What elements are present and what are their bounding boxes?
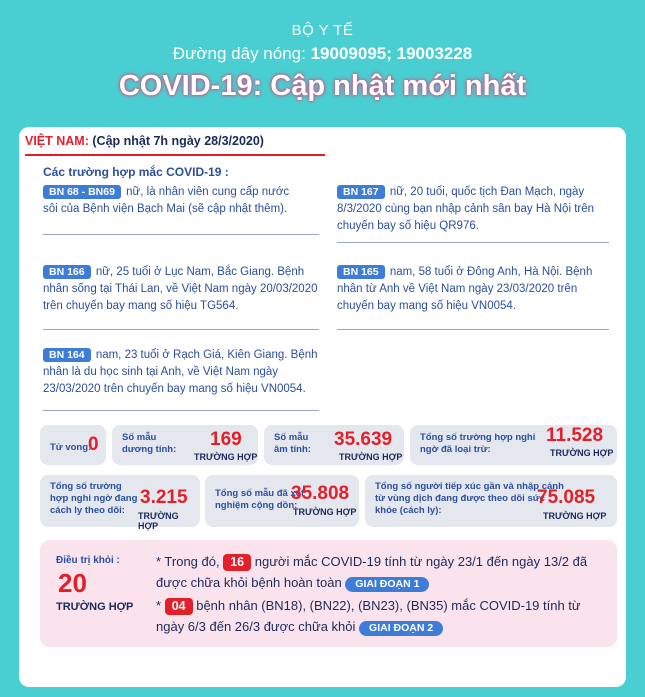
case-item bbox=[43, 347, 319, 398]
stat-value: 35.639 bbox=[334, 429, 393, 450]
stat-unit: TRƯỜNG HỢP bbox=[543, 511, 607, 521]
count-badge: 16 bbox=[223, 554, 251, 571]
stat-value: 0 bbox=[88, 434, 99, 455]
stat-label: nghiệm cộng dồn: bbox=[215, 500, 298, 511]
note-text: người mắc COVID-19 tính từ ngày 23/1 đến ngày 13/2 đã bbox=[254, 554, 588, 569]
hotline-numbers: 19009095; 19003228 bbox=[310, 44, 473, 63]
recovered-panel bbox=[40, 540, 617, 647]
stat-suspected-excluded bbox=[410, 425, 617, 465]
case-item bbox=[337, 184, 609, 235]
stat-label: từ vùng dịch đang được theo dõi sức bbox=[375, 493, 545, 504]
case-text: nữ, 25 tuổi ở Lục Nam, Bắc Giang. Bệnh nhân sống tại Thái Lan, về Việt Nam ngày 20/03/2020 trên chuyến bay mang số hiệu TG564. bbox=[43, 266, 318, 312]
stat-monitored bbox=[365, 475, 617, 527]
hotline-label: Đường dây nóng: bbox=[172, 44, 306, 63]
recovered-unit: TRƯỜNG HỢP bbox=[56, 601, 134, 613]
info-card bbox=[19, 127, 626, 687]
stat-label: ngờ đã loại trừ: bbox=[420, 444, 491, 455]
stat-unit: TRƯỜNG HỢP bbox=[550, 448, 614, 458]
divider bbox=[43, 234, 319, 235]
case-id-badge: BN 164 bbox=[43, 348, 91, 362]
stat-negative bbox=[264, 425, 404, 465]
case-id-badge: BN 68 - BN69 bbox=[43, 185, 121, 199]
country-label: VIỆT NAM: bbox=[25, 134, 89, 148]
divider bbox=[43, 329, 319, 330]
stat-label: dương tính: bbox=[122, 444, 177, 455]
case-text: nam, 58 tuổi ở Đông Anh, Hà Nội. Bệnh nhân từ Anh về Việt Nam ngày 23/03/2020 trên chuyến bay mang số hiệu VN0054. bbox=[337, 266, 593, 312]
page-title: COVID-19: Cập nhật mới nhất bbox=[118, 70, 527, 102]
case-text: nữ, 20 tuổi, quốc tịch Đan Mạch, ngày 8/3/2020 cùng bạn nhập cảnh sân bay Hà Nội trên chuyến bay số hiệu QR976. bbox=[337, 186, 595, 232]
case-item bbox=[43, 264, 319, 315]
recovered-note-3 bbox=[156, 596, 611, 616]
case-item bbox=[43, 184, 291, 218]
stat-value: 11.528 bbox=[546, 425, 604, 446]
update-label bbox=[25, 134, 264, 148]
case-text: nữ, là nhân viên cung cấp nước sôi của Bệnh viện Bạch Mai (sẽ cập nhật thêm). bbox=[43, 186, 290, 215]
stat-unit: TRƯỜNG HỢP bbox=[138, 511, 179, 531]
stat-unit: TRƯỜNG HỢP bbox=[339, 452, 403, 462]
case-id-badge: BN 166 bbox=[43, 265, 91, 279]
stat-tested bbox=[205, 475, 359, 527]
case-item bbox=[337, 264, 609, 315]
stat-label: Số mẫu bbox=[274, 432, 309, 443]
divider bbox=[43, 410, 319, 411]
count-badge: 04 bbox=[165, 598, 193, 615]
stat-isolated bbox=[40, 475, 200, 531]
note-text: được chữa khỏi bệnh hoàn toàn bbox=[156, 575, 342, 590]
recovered-note-2 bbox=[156, 573, 611, 593]
note-text: bệnh nhân (BN18), (BN22), (BN23), (BN35) mắc COVID-19 tính từ bbox=[196, 598, 581, 613]
note-prefix: * Trong đó, bbox=[156, 554, 220, 569]
recovered-note-4 bbox=[156, 617, 611, 637]
stat-label: Tổng số người tiếp xúc gần và nhập cảnh bbox=[375, 481, 564, 492]
stat-label: khỏe (cách ly): bbox=[375, 505, 442, 516]
divider bbox=[337, 329, 609, 330]
stat-unit: TRƯỜNG HỢP bbox=[293, 507, 357, 517]
note-text: ngày 6/3 đến 26/3 được chữa khỏi bbox=[156, 619, 356, 634]
phase-badge: GIAI ĐOẠN 2 bbox=[359, 621, 443, 636]
stat-label: Tử vong: bbox=[50, 442, 92, 453]
case-id-badge: BN 167 bbox=[337, 185, 385, 199]
stat-label: hợp nghi ngờ đang bbox=[50, 493, 138, 504]
stat-label: Tổng số mẫu đã xét bbox=[215, 488, 305, 499]
phase-badge: GIAI ĐOẠN 1 bbox=[345, 577, 429, 592]
stat-unit: TRƯỜNG HỢP bbox=[194, 452, 258, 462]
recovered-label: Điều trị khỏi : bbox=[56, 555, 120, 566]
stat-positive bbox=[112, 425, 258, 465]
case-text: nam, 23 tuổi ở Rạch Giá, Kiên Giang. Bệnh nhân là du học sinh tại Anh, về Việt Nam ngày 23/03/2020 trên chuyến bay mang số hiệu VN0054. bbox=[43, 349, 318, 395]
divider bbox=[337, 242, 609, 243]
stat-value: 3.215 bbox=[140, 487, 188, 508]
stat-label: Số mẫu bbox=[122, 432, 157, 443]
divider bbox=[25, 154, 325, 156]
recovered-note-1 bbox=[156, 552, 611, 572]
stat-label: cách ly theo dõi: bbox=[50, 505, 125, 516]
cases-heading: Các trường hợp mắc COVID-19 : bbox=[43, 165, 229, 179]
update-time: (Cập nhật 7h ngày 28/3/2020) bbox=[92, 134, 264, 148]
stat-deaths bbox=[40, 425, 106, 465]
stat-value: 169 bbox=[210, 429, 242, 450]
stat-label: âm tính: bbox=[274, 444, 311, 455]
note-prefix: * bbox=[156, 598, 162, 613]
case-id-badge: BN 165 bbox=[337, 265, 385, 279]
stat-value: 75.085 bbox=[537, 487, 596, 508]
stat-label: Tổng số trường hợp nghi bbox=[420, 432, 536, 443]
org-name: BỘ Y TẾ bbox=[291, 22, 354, 39]
recovered-value: 20 bbox=[58, 568, 87, 598]
stat-value: 35.808 bbox=[291, 483, 350, 504]
stat-label: Tổng số trường bbox=[50, 481, 122, 492]
hotline bbox=[0, 44, 645, 64]
